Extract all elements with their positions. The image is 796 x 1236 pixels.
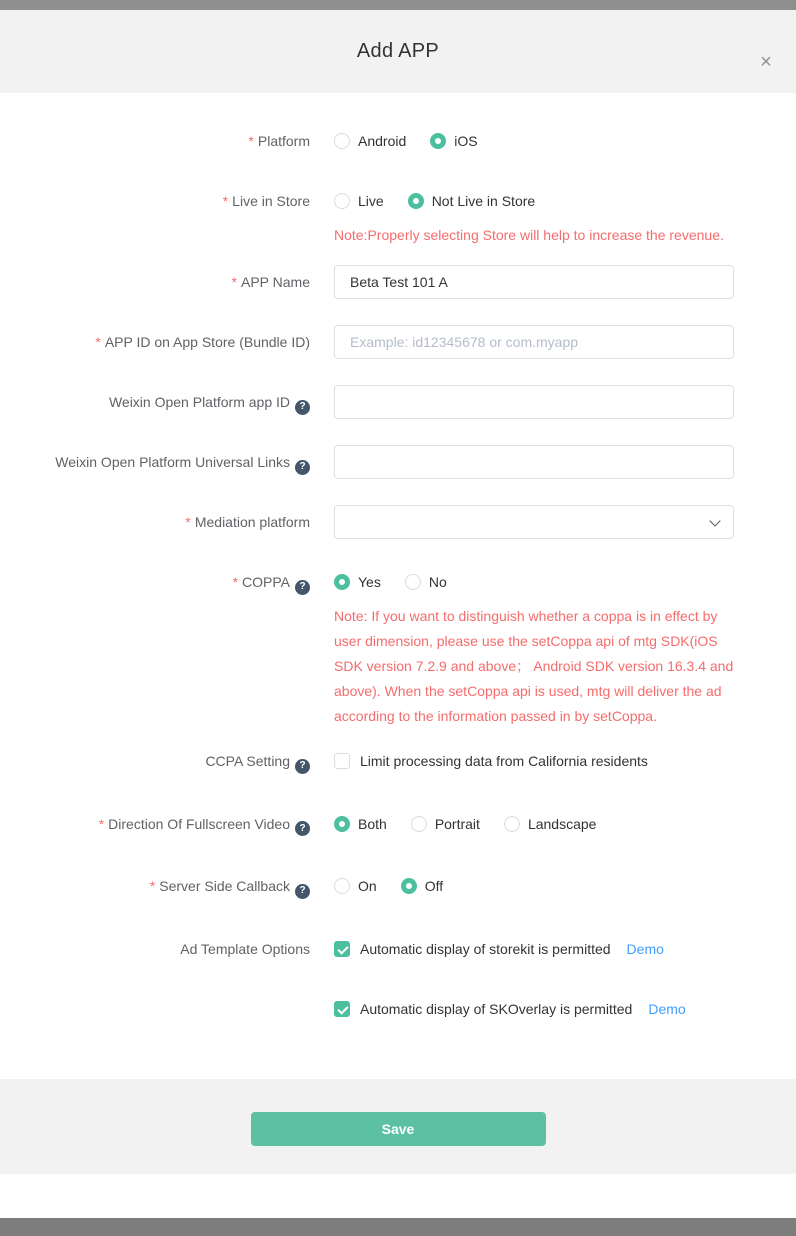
modal-title: Add APP xyxy=(356,40,440,62)
modal-header xyxy=(0,10,796,93)
live-in-store-radio-group xyxy=(334,191,734,211)
weixin-universal-links-input[interactable] xyxy=(334,445,734,479)
server-callback-radio-group xyxy=(334,876,734,896)
required-asterisk: * xyxy=(232,574,239,590)
help-icon[interactable]: ? xyxy=(295,884,310,899)
radio-both[interactable]: Both xyxy=(334,814,387,834)
radio-ios[interactable]: iOS xyxy=(430,131,477,151)
required-asterisk: * xyxy=(248,133,254,149)
radio-circle-icon[interactable] xyxy=(334,878,350,894)
modal-footer xyxy=(0,1079,796,1174)
live-in-store-label: * Live in Store xyxy=(222,193,310,209)
ccpa-checkbox-row xyxy=(334,751,734,771)
radio-circle-icon[interactable] xyxy=(334,193,350,209)
radio-circle-icon[interactable] xyxy=(411,816,427,832)
radio-coppa-no[interactable]: No xyxy=(405,572,447,592)
radio-landscape[interactable]: Landscape xyxy=(504,814,597,834)
close-icon[interactable]: × xyxy=(760,51,772,73)
radio-selected-icon[interactable] xyxy=(408,193,424,209)
direction-radio-group xyxy=(334,814,734,834)
radio-coppa-yes[interactable]: Yes xyxy=(334,572,381,592)
help-icon[interactable]: ? xyxy=(295,821,310,836)
required-asterisk: * xyxy=(185,514,191,530)
app-id-label: * APP ID on App Store (Bundle ID) xyxy=(95,334,310,350)
form-row-live-in-store xyxy=(0,191,796,248)
radio-circle-icon[interactable] xyxy=(334,133,350,149)
required-asterisk: * xyxy=(149,878,156,894)
weixin-app-id-input[interactable] xyxy=(334,385,734,419)
storekit-demo-link[interactable]: Demo xyxy=(626,940,664,957)
ad-template-options-label: Ad Template Options xyxy=(180,940,310,957)
radio-on[interactable]: On xyxy=(334,876,377,896)
form-row-ad-template-options xyxy=(0,939,796,1019)
radio-selected-icon[interactable] xyxy=(334,816,350,832)
ccpa-label: CCPA Setting ? xyxy=(0,751,310,774)
radio-circle-icon[interactable] xyxy=(504,816,520,832)
direction-fullscreen-video-label: * Direction Of Fullscreen Video ? xyxy=(0,814,310,837)
coppa-label: * COPPA ? xyxy=(0,572,310,595)
live-in-store-note: Note:Properly selecting Store will help to increase the revenue. xyxy=(334,227,724,243)
required-asterisk: * xyxy=(231,274,237,290)
server-side-callback-label: * Server Side Callback ? xyxy=(0,876,310,899)
form-row-platform xyxy=(0,131,796,151)
app-id-input[interactable] xyxy=(334,325,734,359)
radio-off[interactable]: Off xyxy=(401,876,443,896)
radio-selected-icon[interactable] xyxy=(334,574,350,590)
mediation-platform-select[interactable] xyxy=(334,505,734,539)
ccpa-checkbox[interactable]: Limit processing data from California residents xyxy=(334,751,648,771)
checkbox-checked-icon[interactable] xyxy=(334,1001,350,1017)
mediation-platform-label: * Mediation platform xyxy=(185,514,310,530)
help-icon[interactable]: ? xyxy=(295,580,310,595)
form-row-coppa xyxy=(0,572,796,729)
form-row-ccpa xyxy=(0,751,796,774)
form-row-weixin-universal-links xyxy=(0,445,796,479)
skoverlay-checkbox-row xyxy=(334,999,734,1019)
coppa-note: Note: If you want to distinguish whether a coppa is in effect by user dimension, please use the setCoppa api of mtg SDK(iOS SDK version 7.2.9 and above； Android SDK version 16.3.4 and above). When the setCoppa api is used, mtg will deliver the ad according to the information passed in by setCoppa. xyxy=(334,608,734,724)
checkbox-checked-icon[interactable] xyxy=(334,941,350,957)
help-icon[interactable]: ? xyxy=(295,400,310,415)
save-button[interactable]: Save xyxy=(251,1112,546,1146)
page-background-bottom xyxy=(0,1218,796,1236)
form-row-weixin-app-id xyxy=(0,385,796,419)
form-row-mediation-platform xyxy=(0,505,796,539)
chevron-down-icon xyxy=(709,515,720,526)
skoverlay-checkbox[interactable]: Automatic display of SKOverlay is permitted xyxy=(334,999,632,1019)
page-background-top xyxy=(0,0,796,10)
app-name-input[interactable] xyxy=(334,265,734,299)
checkbox-icon[interactable] xyxy=(334,753,350,769)
coppa-radio-group xyxy=(334,572,734,592)
radio-selected-icon[interactable] xyxy=(401,878,417,894)
radio-not-live[interactable]: Not Live in Store xyxy=(408,191,536,211)
platform-radio-group xyxy=(334,131,734,151)
radio-android[interactable]: Android xyxy=(334,131,406,151)
help-icon[interactable]: ? xyxy=(295,759,310,774)
form-row-app-name xyxy=(0,265,796,299)
radio-portrait[interactable]: Portrait xyxy=(411,814,480,834)
required-asterisk: * xyxy=(222,193,229,209)
radio-circle-icon[interactable] xyxy=(405,574,421,590)
platform-label: * Platform xyxy=(248,133,310,149)
weixin-universal-links-label: Weixin Open Platform Universal Links ? xyxy=(0,445,310,479)
skoverlay-demo-link[interactable]: Demo xyxy=(648,1000,686,1017)
radio-live[interactable]: Live xyxy=(334,191,384,211)
required-asterisk: * xyxy=(98,815,105,832)
weixin-app-id-label: Weixin Open Platform app ID ? xyxy=(0,385,310,419)
form-row-app-id xyxy=(0,325,796,359)
form-row-server-side-callback xyxy=(0,876,796,899)
add-app-form xyxy=(0,93,796,1079)
app-name-label: * APP Name xyxy=(231,274,310,290)
form-row-direction-fullscreen-video xyxy=(0,814,796,837)
radio-selected-icon[interactable] xyxy=(430,133,446,149)
required-asterisk: * xyxy=(95,334,101,350)
help-icon[interactable]: ? xyxy=(295,460,310,475)
storekit-checkbox[interactable]: Automatic display of storekit is permitted xyxy=(334,939,611,959)
storekit-checkbox-row xyxy=(334,939,734,959)
